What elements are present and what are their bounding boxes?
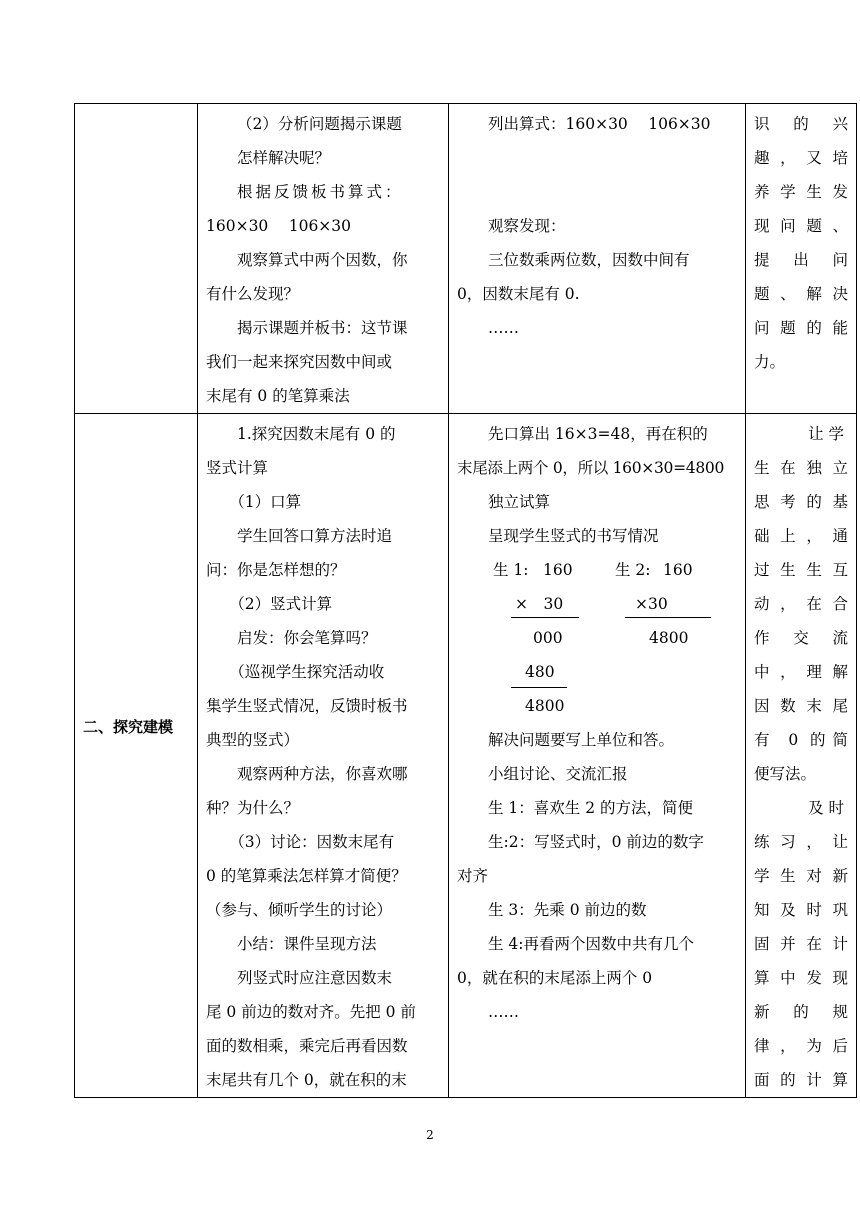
text-line: 现问题、 <box>754 217 848 235</box>
student1-partial-product: 480 <box>525 663 555 681</box>
text-line: 集学生竖式情况，反馈时板书 <box>206 697 408 715</box>
text-line: 尾 0 前边的数对齐。先把 0 前 <box>206 1003 416 1021</box>
text-line: （2）分析问题揭示课题 <box>237 115 402 133</box>
blank-line <box>457 141 737 175</box>
text-line: 列竖式时应注意因数末 <box>237 969 393 987</box>
text-line: 对齐 <box>457 867 489 885</box>
design-intent-cell <box>746 104 857 414</box>
text-line: 律，为后 <box>754 1037 848 1055</box>
text-line: 养学生发 <box>754 183 848 201</box>
page-number: 2 <box>426 1128 434 1142</box>
text-line: 便写法。 <box>754 765 817 783</box>
text-line: 0 的笔算乘法怎样算才简便？ <box>206 867 407 885</box>
text-line: （参与、倾听学生的讨论） <box>206 901 393 919</box>
text-line: 中，理解 <box>754 663 848 681</box>
lesson-plan-table <box>74 103 857 1098</box>
blank-line <box>457 175 737 209</box>
text-line: （巡视学生探究活动收 <box>229 663 385 681</box>
text-line: 三位数乘两位数，因数中间有 <box>488 251 690 269</box>
text-line: 面的数相乘，乘完后再看因数 <box>206 1037 408 1055</box>
text-line: 0，就在积的末尾添上两个 0 <box>457 969 653 987</box>
text-line: 先口算出 16×3=48，再在积的 <box>488 425 708 443</box>
text-line: 过生生互 <box>754 561 848 579</box>
student1-multiplier: × 30 <box>515 595 564 613</box>
text-line: 问：你是怎样想的？ <box>206 561 346 579</box>
student1-rule <box>511 617 579 618</box>
text-line: 练习，让 <box>754 833 848 851</box>
text-line: 启发：你会笔算吗？ <box>237 629 377 647</box>
student-activity-cell <box>449 104 746 414</box>
text-line: 思考的基 <box>754 493 848 511</box>
text-line: 力。 <box>754 353 786 371</box>
text-line: 因数末尾 <box>754 697 848 715</box>
text-line: 解决问题要写上单位和答。 <box>488 731 675 749</box>
table-row <box>75 414 857 1098</box>
design-intent-cell <box>746 414 857 1098</box>
text-line: 小组讨论、交流汇报 <box>488 765 628 783</box>
student1-multiplicand: 160 <box>543 561 573 579</box>
text-line: 趣，又培 <box>754 149 848 167</box>
text-line: 题、解决 <box>754 285 848 303</box>
student1-rule <box>511 687 567 688</box>
text-line: 及 时 <box>808 799 844 817</box>
text-line: （2）竖式计算 <box>229 595 333 613</box>
text-line: 列出算式：160×30 106×30 <box>488 115 711 133</box>
student1-partial-product: 000 <box>533 629 563 647</box>
student1-label: 生 1: <box>493 561 529 579</box>
text-line: 末尾添上两个 0，所以 160×30=4800 <box>457 459 725 477</box>
text-line: 学生对新 <box>754 867 848 885</box>
text-line: 新 的 规 <box>754 1003 848 1021</box>
text-line: …… <box>488 1003 519 1021</box>
text-line: 生:2：写竖式时，0 前边的数字 <box>488 833 704 851</box>
phase-cell <box>75 414 198 1098</box>
text-line: 面的计算 <box>754 1071 848 1089</box>
text-line: 种？为什么？ <box>206 799 300 817</box>
text-line: 小结：课件呈现方法 <box>237 935 377 953</box>
text-line: 观察算式中两个因数，你 <box>237 251 408 269</box>
text-line: 1.探究因数末尾有 0 的 <box>237 425 396 443</box>
text-line: 生在独立 <box>754 459 848 477</box>
student2-result: 4800 <box>649 629 689 647</box>
text-line: …… <box>488 319 519 337</box>
text-line: 160×30 106×30 <box>206 217 352 235</box>
text-line: 0，因数末尾有 0. <box>457 285 580 303</box>
text-line: 末尾有 0 的笔算乘法 <box>206 387 350 405</box>
text-line: 典型的竖式） <box>206 731 300 749</box>
text-line: 生 1：喜欢生 2 的方法，简便 <box>488 799 694 817</box>
student2-multiplicand: 160 <box>663 561 693 579</box>
text-line: 提 出 问 <box>754 251 848 269</box>
phase-title: 二、探究建模 <box>83 718 174 736</box>
student2-label: 生 2: <box>615 561 651 579</box>
text-line: 算中发现 <box>754 969 848 987</box>
vertical-calculation <box>465 553 737 723</box>
text-line: 呈现学生竖式的书写情况 <box>488 527 659 545</box>
table-row <box>75 104 857 414</box>
phase-cell-empty <box>75 104 198 414</box>
student2-multiplier: ×30 <box>635 595 668 613</box>
text-line: 识 的 兴 <box>754 115 848 133</box>
text-line: 怎样解决呢？ <box>237 149 331 167</box>
text-line: 生 4:再看两个因数中共有几个 <box>488 935 695 953</box>
text-line: 根据反馈板书算式： <box>237 183 404 201</box>
text-line: 动，在合 <box>754 595 848 613</box>
teacher-activity-cell <box>198 104 449 414</box>
text-line: （1）口算 <box>229 493 302 511</box>
text-line: 观察两种方法，你喜欢哪 <box>237 765 408 783</box>
text-line: 揭示课题并板书：这节课 <box>237 319 408 337</box>
text-line: 我们一起来探究因数中间或 <box>206 353 393 371</box>
student1-result: 4800 <box>525 697 565 715</box>
text-line: 有什么发现？ <box>206 285 300 303</box>
text-line: 竖式计算 <box>206 459 269 477</box>
teacher-activity-cell <box>198 414 449 1098</box>
text-line: 作 交 流 <box>754 629 848 647</box>
text-line: 知及时巩 <box>754 901 848 919</box>
text-line: 固并在计 <box>754 935 848 953</box>
text-line: 末尾共有几个 0，就在积的末 <box>206 1071 407 1089</box>
text-line: （3）讨论：因数末尾有 <box>229 833 395 851</box>
text-line: 础上，通 <box>754 527 848 545</box>
text-line: 独立试算 <box>488 493 551 511</box>
text-line: 观察发现： <box>488 217 566 235</box>
text-line: 让 学 <box>808 425 844 443</box>
student2-rule <box>625 617 711 618</box>
text-line: 问题的能 <box>754 319 848 337</box>
text-line: 有 0 的简 <box>754 731 848 749</box>
student-activity-cell <box>449 414 746 1098</box>
text-line: 生 3：先乘 0 前边的数 <box>488 901 647 919</box>
text-line: 学生回答口算方法时追 <box>237 527 393 545</box>
